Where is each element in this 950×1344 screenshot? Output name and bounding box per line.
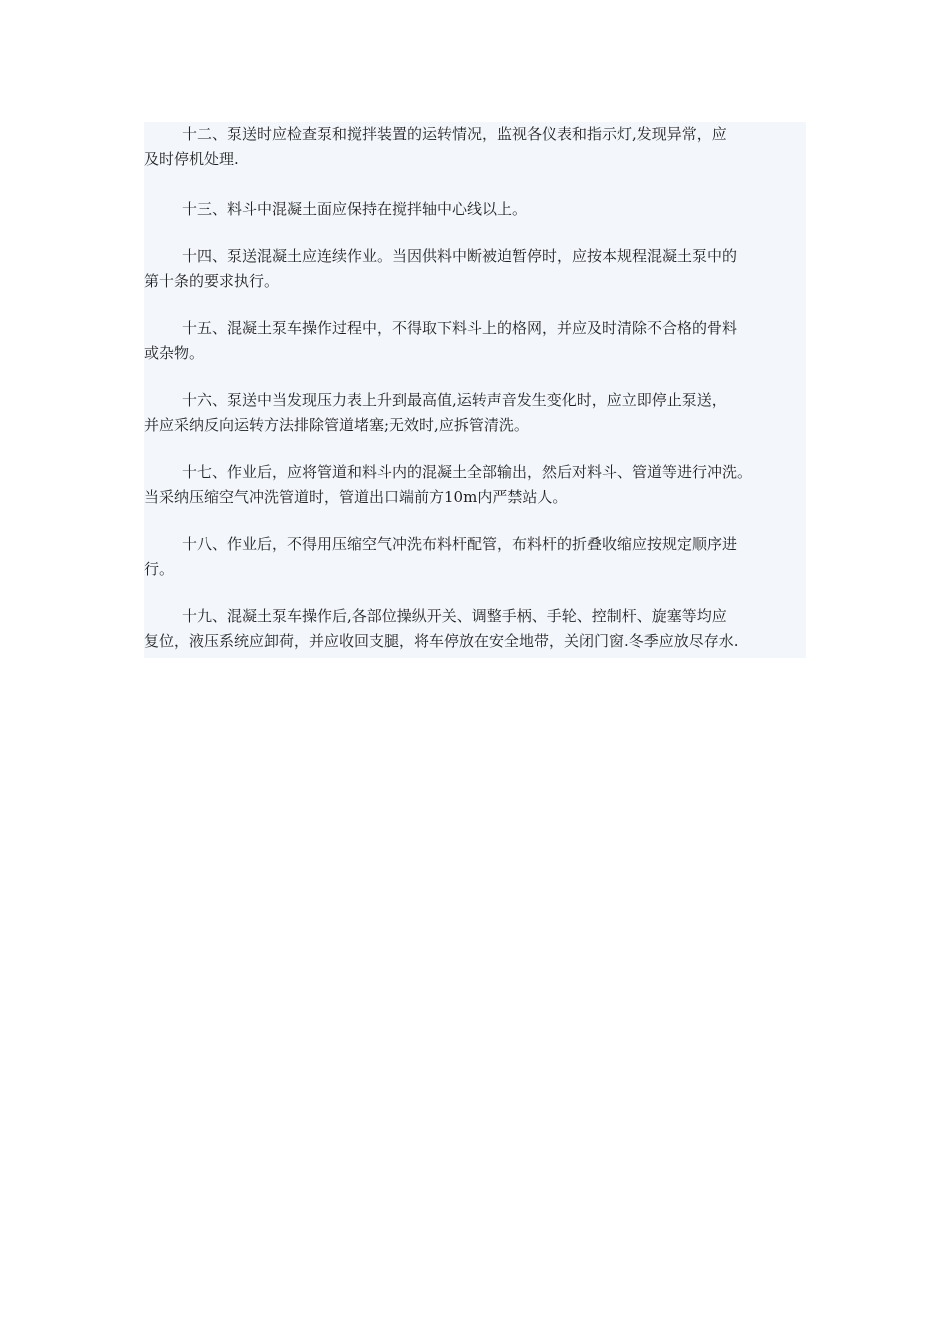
paragraph-line: 复位，液压系统应卸荷，并应收回支腿，将车停放在安全地带，关闭门窗.冬季应放尽存水. [144,632,739,650]
paragraph-line: 当采纳压缩空气冲洗管道时，管道出口端前方10m内严禁站人。 [144,488,568,506]
paragraph-line: 及时停机处理. [144,150,239,168]
paragraph-line: 十五、混凝土泵车操作过程中，不得取下料斗上的格网，并应及时清除不合格的骨料 [182,319,738,337]
paragraph-line: 十六、泵送中当发现压力表上升到最高值,运转声音发生变化时，应立即停止泵送， [182,391,727,409]
paragraph-line: 十三、料斗中混凝土面应保持在搅拌轴中心线以上。 [182,200,528,218]
paragraph-17 [144,460,824,510]
paragraph-16 [144,388,824,438]
paragraph-12 [144,122,824,172]
paragraph-line: 或杂物。 [144,344,205,362]
paragraph-line: 行。 [144,560,175,578]
paragraph-line: 十八、作业后，不得用压缩空气冲洗布料杆配管，布料杆的折叠收缩应按规定顺序进 [182,535,738,553]
paragraph-line: 十二、泵送时应检查泵和搅拌装置的运转情况，监视各仪表和指示灯,发现异常，应 [182,125,727,143]
document-content-block [144,122,806,658]
paragraph-13 [144,197,824,222]
paragraph-line: 十九、混凝土泵车操作后,各部位操纵开关、调整手柄、手轮、控制杆、旋塞等均应 [182,607,727,625]
paragraph-18 [144,532,824,582]
paragraph-14 [144,244,824,294]
paragraph-line: 十七、作业后，应将管道和料斗内的混凝土全部输出，然后对料斗、管道等进行冲洗。 [182,463,753,481]
paragraph-line: 第十条的要求执行。 [144,272,280,290]
paragraph-19 [144,604,824,654]
paragraph-line: 十四、泵送混凝土应连续作业。当因供料中断被迫暂停时，应按本规程混凝土泵中的 [182,247,738,265]
paragraph-15 [144,316,824,366]
paragraph-line: 并应采纳反向运转方法排除管道堵塞;无效时,应拆管清洗。 [144,416,529,434]
